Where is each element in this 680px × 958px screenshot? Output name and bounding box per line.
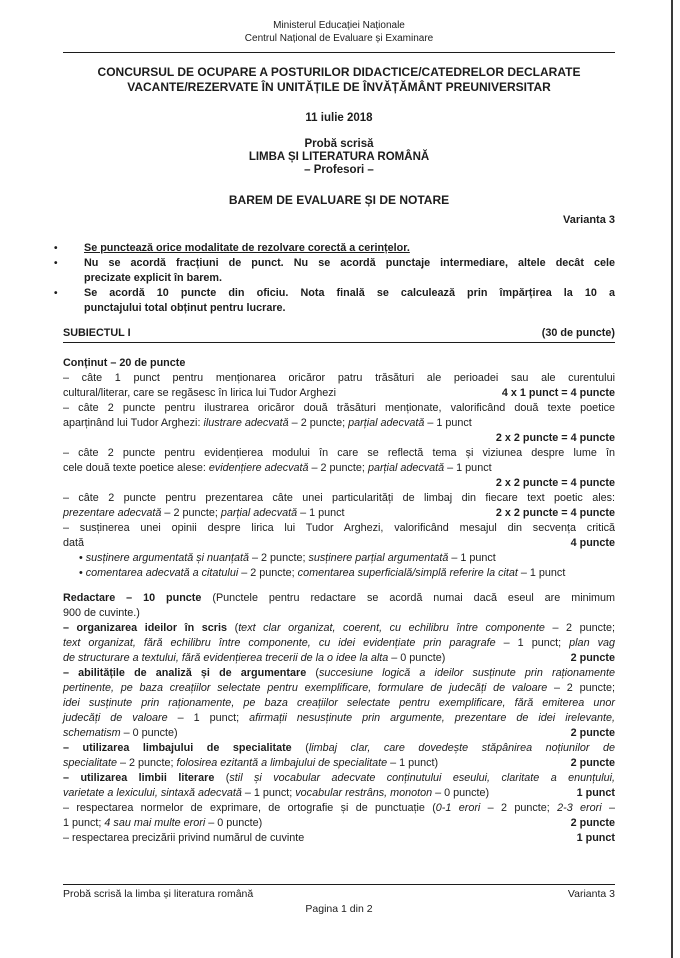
document-line: [63, 431, 615, 446]
text-run: – 2 puncte;: [480, 802, 558, 814]
text-run: – 0 puncte): [205, 817, 263, 829]
points-value: 4 puncte: [570, 537, 615, 549]
note-line: Se acordă 10 puncte din oficiu. Nota finală se calculează prin împărțirea la 10 a: [84, 287, 615, 299]
text-run: – 1 punct: [517, 567, 566, 579]
text-run: ilustrare adecvată: [203, 417, 289, 429]
title-line-2: VACANTE/REZERVATE ÎN UNITĂȚILE DE ÎNVĂȚĂMÂNT PREUNIVERSITAR: [127, 79, 551, 94]
line-text: [63, 386, 336, 401]
header-org: [63, 0, 615, 53]
text-run: (: [315, 667, 319, 679]
text-run: –: [601, 802, 615, 814]
points-value: 1 punct: [576, 832, 615, 844]
subject-header: [63, 326, 615, 343]
text-run: (: [305, 742, 309, 754]
text-run: – 1 punct;: [495, 637, 570, 649]
text-run: •: [79, 552, 86, 564]
text-run: evidențiere adecvată: [208, 462, 309, 474]
points-value: 2 x 2 puncte = 4 puncte: [495, 477, 615, 489]
document-line: [63, 536, 615, 551]
text-run: – organizarea ideilor în scris: [63, 622, 235, 634]
text-run: (Punctele pentru redactare se acordă numai dacă eseul are minimum: [201, 592, 616, 604]
text-run: – 2 puncte;: [238, 567, 298, 579]
text-run: – câte 2 puncte pentru ilustrarea oricăror două trăsături menționate, valorificând două texte poetice: [63, 402, 615, 414]
text-run: – câte 2 puncte pentru prezentarea câte unei particularități de limbaj din fiecare text poetic ales:: [63, 492, 615, 504]
footer-row: [63, 887, 615, 901]
text-run: – 2 puncte;: [547, 682, 615, 694]
note-text: [84, 241, 615, 256]
points-value: 2 x 2 puncte = 4 puncte: [495, 432, 615, 444]
sections: [63, 356, 615, 846]
text-run: susținere parțial argumentată: [308, 552, 449, 564]
text-run: afirmații nesusținute prin argumente, prezentare de idei irelevante,: [249, 712, 616, 724]
text-run: schematism: [63, 727, 121, 739]
text-run: 900 de cuvinte.): [63, 607, 140, 619]
text-run: – 1 punct: [424, 417, 472, 429]
exam-date: 11 iulie 2018: [305, 112, 373, 124]
document-line: [63, 621, 615, 636]
document-line: [63, 491, 615, 506]
text-run: idei susținute prin raționamente, pe baza creațiilor selectate pentru exemplificare, fără emiterea unor: [63, 697, 615, 709]
note-item: [48, 241, 615, 256]
text-run: – 1 punct: [444, 462, 492, 474]
text-run: vocabular restrâns, monoton: [295, 787, 433, 799]
text-run: – câte 1 punct pentru menționarea oricăror patru trăsături ale perioadei sau ale curentului: [63, 372, 615, 384]
text-run: – 2 puncte;: [544, 622, 615, 634]
text-run: – 2 puncte;: [161, 507, 221, 519]
exam-type: Probă scrisă: [304, 138, 374, 150]
text-run: judecăți de valoare: [63, 712, 168, 724]
text-run: – abilitățile de analiză și de argumentare: [63, 667, 316, 679]
points-value: 2 puncte: [570, 727, 615, 739]
text-run: cele două texte poetice alese:: [63, 462, 209, 474]
barem-title: BAREM DE EVALUARE ȘI DE NOTARE: [228, 193, 450, 207]
text-run: 4 sau mai multe erori: [104, 817, 206, 829]
document-line: [63, 371, 615, 386]
document-line: [63, 606, 615, 621]
note-line: punctajului total obținut pentru lucrare.: [84, 302, 286, 314]
text-run: comentarea adecvată a citatului: [85, 567, 239, 579]
document-line: [63, 816, 615, 831]
note-text: [84, 256, 615, 286]
line-text: [63, 756, 438, 771]
note-line: precizate explicit în barem.: [84, 272, 223, 284]
document-line: [63, 551, 615, 566]
document-line: [63, 636, 615, 651]
notes-list: [48, 241, 615, 316]
page-footer: [63, 884, 615, 916]
text-run: parțial adecvată: [348, 417, 425, 429]
document-line: [63, 726, 615, 741]
text-run: 1 punct;: [63, 817, 105, 829]
text-run: text clar organizat, coerent, cu echilibru între componente: [238, 622, 545, 634]
note-text: [84, 286, 615, 316]
document-line: [63, 651, 615, 666]
exam-info: [63, 138, 615, 177]
page-scan-edge: [671, 0, 673, 958]
note-item: [48, 286, 615, 316]
text-run: – 2 puncte;: [288, 417, 349, 429]
text-run: Conținut – 20 de puncte: [63, 357, 186, 369]
title-line-1: CONCURSUL DE OCUPARE A POSTURILOR DIDACTICE/CATEDRELOR DECLARATE: [97, 65, 581, 79]
points-value: 4 x 1 punct = 4 puncte: [501, 387, 615, 399]
exam-subject: LIMBA ȘI LITERATURA ROMÂNĂ: [248, 151, 430, 163]
text-run: parțial adecvată: [220, 507, 298, 519]
text-run: – 2 puncte;: [249, 552, 309, 564]
points-value: 1 punct: [576, 787, 615, 799]
org-ministry: Ministerul Educației Naționale: [273, 20, 405, 31]
variant-label: Varianta 3: [563, 214, 615, 226]
line-text: [63, 786, 489, 801]
document-line: [63, 741, 615, 756]
text-run: cultural/literar, care se regăsesc în lirica lui Tudor Arghezi: [63, 387, 337, 399]
document-line: [63, 696, 615, 711]
document-line: [63, 711, 615, 726]
text-run: – utilizarea limbii literare: [63, 772, 226, 784]
text-run: comentarea superficială/simplă referire la citat: [297, 567, 518, 579]
document-line: [63, 786, 615, 801]
points-value: 2 puncte: [570, 817, 615, 829]
document-line: [63, 771, 615, 786]
document-line: [63, 681, 615, 696]
text-run: •: [79, 567, 86, 579]
subject-points: (30 de puncte): [541, 327, 615, 339]
text-run: aparținând lui Tudor Arghezi:: [63, 417, 204, 429]
text-run: (: [234, 622, 239, 634]
line-text: [63, 536, 84, 551]
text-run: – 0 puncte): [432, 787, 490, 799]
note-line: Nu se acordă fracțiuni de punct. Nu se acordă punctaje intermediare, altele decât cele: [84, 257, 615, 269]
document-line: [63, 566, 615, 581]
text-run: varietate a lexicului, sintaxă adecvată: [63, 787, 242, 799]
document-line: [63, 666, 615, 681]
line-text: [63, 651, 445, 666]
text-run: – 1 punct): [387, 757, 439, 769]
text-run: stil și vocabular adecvate conținutului eseului, claritate a enunțului,: [229, 772, 615, 784]
note-item: [48, 256, 615, 286]
text-run: – respectarea precizării privind numărul de cuvinte: [63, 832, 305, 844]
text-run: – câte 2 puncte pentru evidențierea modului în care se reflectă tema și viziunea despre lume în: [63, 447, 615, 459]
note-line: Se punctează orice modalitate de rezolvare corectă a cerințelor.: [84, 242, 410, 254]
line-text: [63, 816, 262, 831]
text-run: – susținerea unei opinii despre lirica lui Tudor Arghezi, valorificând mesajul din secvența critică: [63, 522, 615, 534]
points-value: 2 x 2 puncte = 4 puncte: [495, 507, 615, 519]
text-run: pertinente, pe baza creațiilor selectate pentru exemplificare, formulare de judecăți de valoare: [63, 682, 548, 694]
text-run: plan vag: [569, 637, 616, 649]
document-line: [63, 401, 615, 416]
document-line: [63, 461, 615, 476]
bullet-icon: •: [54, 243, 58, 254]
text-run: – 2 puncte;: [117, 757, 177, 769]
text-run: dată: [63, 537, 85, 549]
text-run: de structurare a textului, fără evidențierea trecerii de la o idee la alta: [63, 652, 389, 664]
text-run: – 1 punct: [297, 507, 345, 519]
footer-exam-name: Probă scrisă la limba și literatura română: [63, 888, 254, 900]
document-line: [63, 831, 615, 846]
document-line: [63, 386, 615, 401]
line-text: [63, 506, 345, 521]
text-run: – 0 puncte): [120, 727, 178, 739]
text-run: 2-3 erori: [557, 802, 602, 814]
document-line: [63, 446, 615, 461]
document-line: [63, 506, 615, 521]
text-run: – utilizarea limbajului de specialitate: [63, 742, 306, 754]
bullet-icon: •: [54, 288, 58, 299]
bullet-icon: •: [54, 258, 58, 269]
document-line: [63, 591, 615, 606]
text-run: text organizat, fără echilibru între componente, cu idei evidențiate prin paragrafe: [63, 637, 496, 649]
text-run: 0-1 erori: [435, 802, 481, 814]
text-run: specialitate: [63, 757, 118, 769]
text-run: susținere argumentată și nuanțată: [85, 552, 250, 564]
document-line: [63, 801, 615, 816]
points-value: 2 puncte: [570, 757, 615, 769]
points-value: 2 puncte: [570, 652, 615, 664]
text-run: – respectarea normelor de exprimare, de ortografie și de punctuație (: [63, 802, 436, 814]
section-continut: [63, 356, 615, 581]
text-run: – 1 punct: [448, 552, 496, 564]
document-line: [63, 416, 615, 431]
document-line: [63, 521, 615, 536]
subject-label: SUBIECTUL I: [63, 327, 131, 339]
document-line: [63, 476, 615, 491]
text-run: prezentare adecvată: [63, 507, 162, 519]
org-center: Centrul Național de Evaluare și Examinare: [244, 33, 434, 44]
exam-role: – Profesori –: [304, 164, 374, 176]
footer-variant: Varianta 3: [567, 888, 615, 900]
page-content: [54, 0, 616, 915]
text-run: (: [225, 772, 230, 784]
text-run: Redactare – 10 puncte: [63, 592, 202, 604]
document-line: [63, 356, 615, 371]
text-run: limbaj clar, care dovedește stăpânirea noțiunilor de: [308, 742, 615, 754]
footer-page-number: Pagina 1 din 2: [305, 903, 373, 915]
text-run: parțial adecvată: [367, 462, 445, 474]
line-text: [63, 831, 304, 846]
document-line: [63, 756, 615, 771]
text-run: succesiune logică a ideilor susținute prin raționamente: [318, 667, 615, 679]
section-redactare: [63, 591, 615, 846]
text-run: – 0 puncte): [388, 652, 446, 664]
text-run: – 1 punct;: [241, 787, 296, 799]
text-run: – 1 punct;: [167, 712, 250, 724]
line-text: [63, 726, 178, 741]
text-run: folosirea ezitantă a limbajului de specialitate: [176, 757, 388, 769]
document-title: [63, 65, 615, 94]
text-run: – 2 puncte;: [308, 462, 368, 474]
